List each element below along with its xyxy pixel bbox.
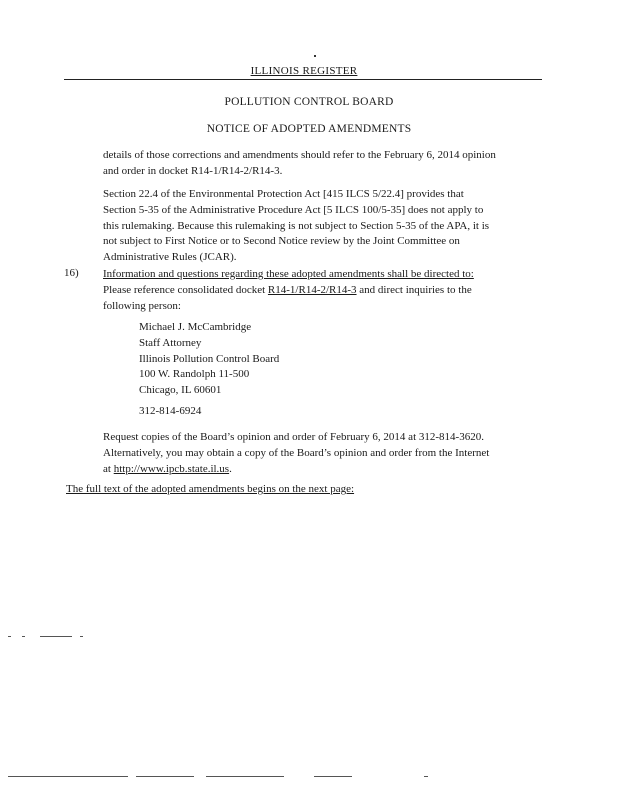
contact-title: Staff Attorney [139, 336, 202, 349]
scan-artifact [22, 636, 25, 637]
paragraph-corrections [103, 148, 543, 180]
contact-name: Michael J. McCambridge [139, 321, 252, 333]
website-link[interactable]: http://www.ipcb.state.il.us [113, 462, 230, 475]
text-fragment: and direct inquiries to the [356, 283, 472, 296]
text-line: Information and questions regarding these adopted amendments shall be directed to: [103, 268, 474, 280]
text-fragment: . [229, 462, 232, 475]
text-line: following person: [103, 299, 181, 312]
text-line: Section 5-35 of the Administrative Procedure Act [5 ILCS 100/5-35] does not apply to [103, 203, 484, 216]
scan-speck [314, 55, 316, 57]
scan-artifact [314, 776, 352, 777]
scan-artifact [136, 776, 194, 777]
contact-block [139, 320, 279, 399]
header-rule [64, 79, 542, 80]
text-line: Section 22.4 of the Environmental Protection Act [415 ILCS 5/22.4] provides that [103, 188, 464, 200]
contact-org: Illinois Pollution Control Board [139, 352, 280, 365]
board-title: POLLUTION CONTROL BOARD [224, 96, 394, 108]
register-title: ILLINOIS REGISTER [232, 65, 376, 77]
scan-artifact [8, 636, 11, 637]
item-number: 16) [64, 267, 79, 279]
text-line: this rulemaking. Because this rulemaking is not subject to Section 5-35 of the APA, it is [103, 219, 490, 232]
text-line: and order in docket R14-1/R14-2/R14-3. [103, 164, 283, 177]
contact-address: 100 W. Randolph 11-500 [139, 368, 250, 381]
text-line: not subject to First Notice or to Second Notice review by the Joint Committee on [103, 235, 460, 248]
text-line: Alternatively, you may obtain a copy of the Board’s opinion and order from the Internet [103, 446, 490, 459]
scan-artifact [206, 776, 284, 777]
text-line: details of those corrections and amendments should refer to the February 6, 2014 opinion [103, 149, 496, 161]
scan-artifact [80, 636, 83, 637]
paragraph-section-22-4 [103, 187, 543, 266]
scan-artifact [40, 636, 72, 637]
scan-artifact [8, 776, 128, 777]
contact-city: Chicago, IL 60601 [139, 384, 222, 397]
scan-artifact [424, 776, 428, 777]
text-line: Request copies of the Board’s opinion and order of February 6, 2014 at 312-814-3620. [103, 431, 484, 443]
full-text-notice: The full text of the adopted amendments begins on the next page: [66, 483, 355, 495]
text-fragment: Please reference consolidated docket [103, 283, 268, 296]
paragraph-request [103, 430, 543, 477]
paragraph-information [103, 267, 543, 314]
contact-phone: 312-814-6924 [139, 405, 202, 417]
notice-title: NOTICE OF ADOPTED AMENDMENTS [206, 123, 412, 135]
text-line [103, 283, 543, 299]
docket-reference: R14-1/R14-2/R14-3 [267, 283, 357, 296]
text-line: Administrative Rules (JCAR). [103, 251, 237, 264]
text-line [103, 462, 543, 478]
text-fragment: at [103, 462, 114, 475]
